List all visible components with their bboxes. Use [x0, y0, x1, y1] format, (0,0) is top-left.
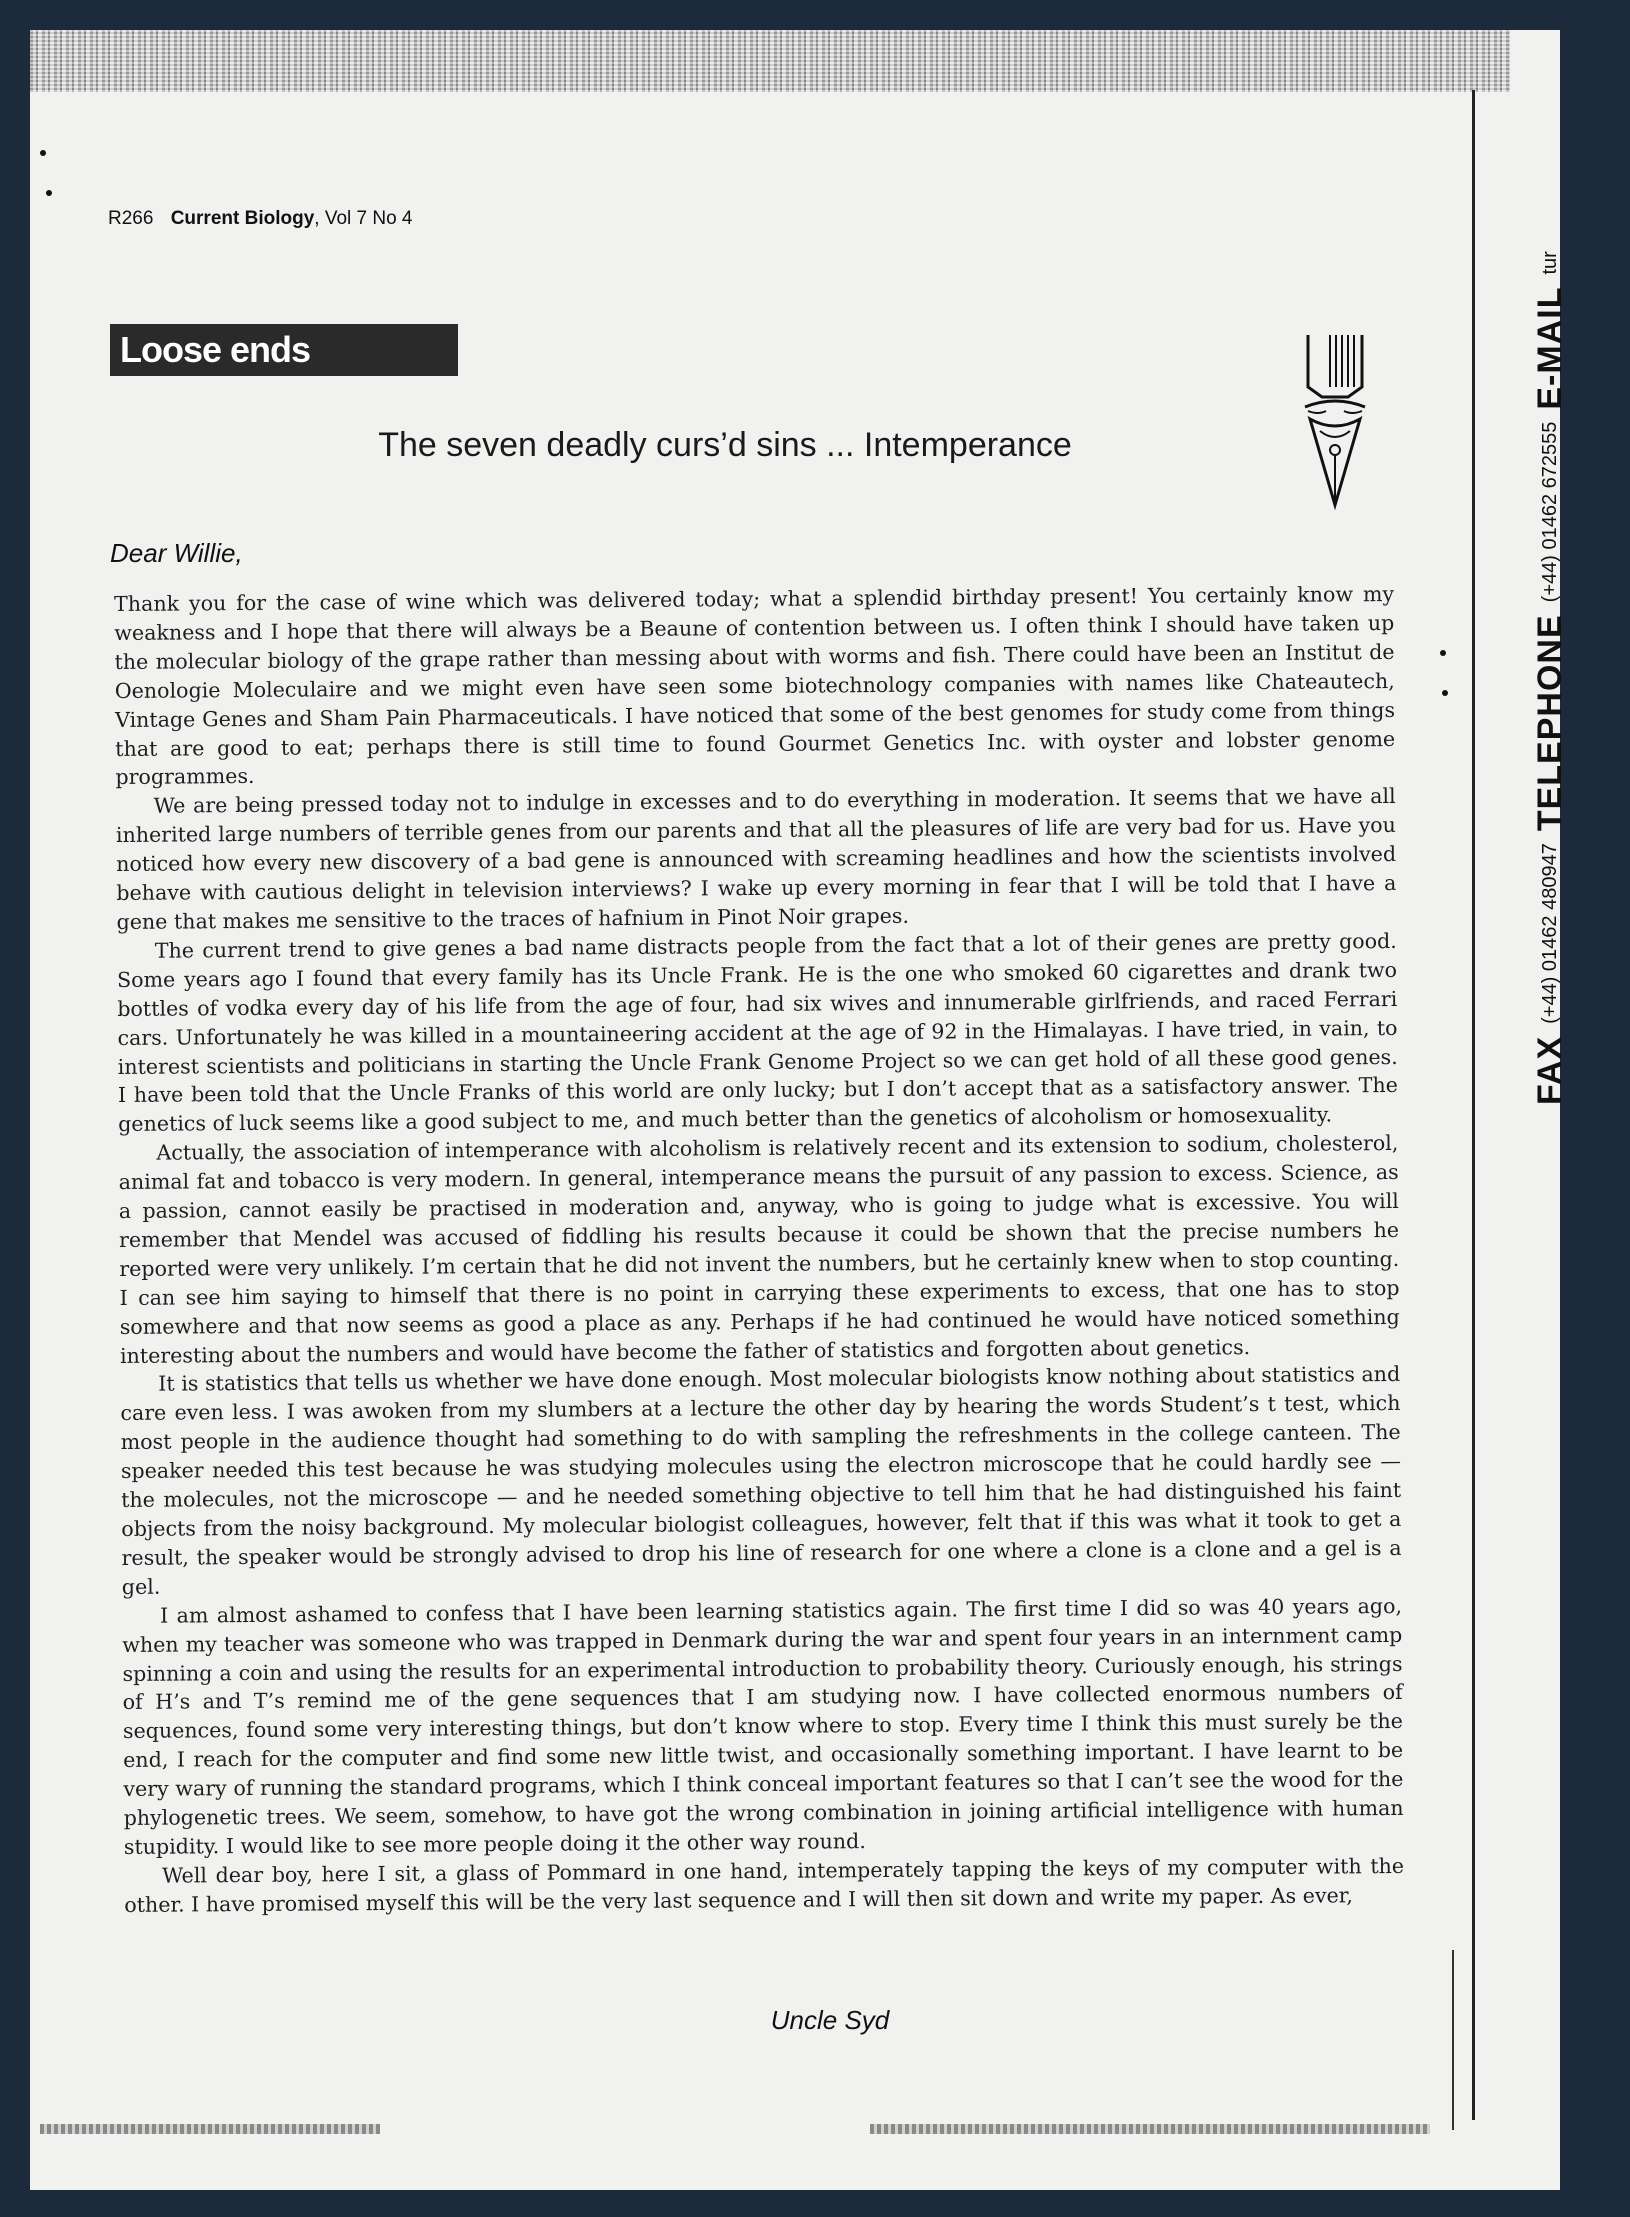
- email-label: E-MAIL: [1530, 286, 1569, 410]
- page-code: R266: [108, 208, 154, 229]
- email-suffix: tur: [1538, 251, 1561, 275]
- fax-margin-rule-lower: [1452, 1950, 1454, 2130]
- letter-paragraph: We are being pressed today not to indulge in excesses and to do everything in moderation. It seems that we have all inherited large numbers of terrible genes from our parents and that all the pleasures of life are very bad for us. Have you noticed how every new discovery of a bad gene is announced with screaming headlines and how the scientists involved behave with cautious delight in television interviews? I wake up every morning in fear that I will be told that I have a gene that makes me sensitive to the traces of hafnium in Pinot Noir grapes.: [115, 784, 1397, 934]
- letter-paragraph: It is statistics that tells us whether we have done enough. Most molecular biologists know nothing about statistics and care even less. I was awoken from my slumbers at a lecture the other day by hearing the words Student’s t test, which most people in the audience thought had something to do with sampling the refreshments in the college canteen. The speaker needed this test because he was studying molecules using the electron microscope that he could hardly see — the molecules, not the microscope — and he needed something objective to tell him that he had distinguished his faint objects from the noisy background. My molecular biologist colleagues, however, felt that if this was what it took to get a result, the speaker would be strongly advised to drop his line of research for one where a clone is a clone and a gel is a gel.: [120, 1362, 1402, 1599]
- fax-margin-rule: [1472, 90, 1475, 2120]
- letter-paragraph: Well dear boy, here I sit, a glass of Pommard in one hand, intemperately tapping the keys of my computer with the other. I have promised myself this will be the very last sequence and I will then sit down and write my paper. As ever,: [124, 1853, 1405, 1917]
- journal-volume: , Vol 7 No 4: [314, 208, 413, 229]
- letter-signature: Uncle Syd: [770, 2005, 890, 2035]
- article-title: The seven deadly curs’d sins ... Intemperance: [378, 426, 1072, 464]
- document-page: [30, 30, 1569, 2190]
- letter-salutation: Dear Willie,: [110, 538, 243, 568]
- scan-speck: [46, 190, 52, 196]
- fax-number: (+44) 01462 480947: [1538, 843, 1561, 1024]
- scan-speck: [1442, 690, 1448, 696]
- fax-noise-bottom-left: [40, 2124, 380, 2134]
- telephone-number: (+44) 01462 672555: [1538, 421, 1561, 603]
- fax-noise-bottom-right: [870, 2124, 1430, 2134]
- fax-contact-strip: [1505, 225, 1595, 1105]
- journal-name: Current Biology: [170, 208, 315, 229]
- section-badge: Loose ends: [110, 324, 458, 376]
- letter-paragraph: Actually, the association of intemperance with alcoholism is relatively recent and its extension to sodium, cholesterol, animal fat and tobacco is very modern. In general, intemperance means the pursuit of any passion to excess. Science, as a passion, cannot easily be practised in moderation and, anyway, who is going to judge what is excessive. You will remember that Mendel was accused of fiddling his results because it could be shown that the precise numbers he reported were very unlikely. I’m certain that he did not invent the numbers, but he certainly knew when to stop counting. I can see him saying to himself that there is no point in carrying these experiments to excess, that one has to stop somewhere and that now seems as good a place as any. Perhaps if he had continued he would have noticed something interesting about the numbers and would have become the father of statistics and forgotten about genetics.: [118, 1131, 1400, 1368]
- letter-paragraph: I am almost ashamed to confess that I have been learning statistics again. The first time I did so was 40 years ago, when my teacher was someone who was trapped in Denmark during the war and spent four years in an internment camp spinning a coin and using the results for an experimental introduction to probability theory. Curiously enough, his strings of H’s and T’s remind me of the gene sequences that I am studying now. I have collected enormous numbers of sequences, found some very interesting things, but don’t know where to stop. Every time I think this must surely be the end, I reach for the computer and find some new little twist, and occasionally something important. I have learnt to be very wary of running the standard programs, which I think conceal important features so that I can’t see the wood for the phylogenetic trees. We seem, somehow, to have got the wrong combination in joining artificial intelligence with human stupidity. I would like to see more people doing it the other way round.: [122, 1593, 1404, 1859]
- letter-paragraph: Thank you for the case of wine which was delivered today; what a splendid birthday present! You certainly know my weakness and I hope that there will always be a Beaune of contention between us. I often think I should have taken up the molecular biology of the grape rather than messing about with worms and fish. There could have been an Institut de Oenologie Moleculaire and we might even have seen some biotechnology companies with names like Chateautech, Vintage Genes and Sham Pain Pharmaceuticals. I have noticed that some of the best genomes for study come from things that are good to eat; perhaps there is still time to found Gourmet Genetics Inc. with oyster and lobster genome programmes.: [114, 581, 1396, 790]
- fountain-pen-icon: [1290, 315, 1380, 510]
- scan-speck: [40, 150, 46, 156]
- letter-paragraph: The current trend to give genes a bad name distracts people from the fact that a lot of their genes are pretty good. Some years ago I found that every family has its Uncle Frank. He is the one who smoked 60 cigarettes and drank two bottles of vodka every day of his life from the age of four, had six wives and innumerable girlfriends, and raced Ferrari cars. Unfortunately he was killed in a mountaineering accident at the age of 92 in the Himalayas. I have tried, in vain, to interest scientists and politicians in starting the Uncle Frank Genome Project so we can get hold of all these good genes. I have been told that the Uncle Franks of this world are only lucky; but I don’t accept that as a satisfactory answer. The genetics of luck seems like a good subject to me, and much better than the genetics of alcoholism or homosexuality.: [116, 928, 1399, 1137]
- telephone-label: TELEPHONE: [1530, 614, 1569, 832]
- fax-noise-top: [30, 30, 1510, 92]
- fax-label: FAX: [1530, 1035, 1569, 1105]
- journal-header: [108, 208, 413, 230]
- scan-speck: [1440, 650, 1446, 656]
- letter-body: [114, 580, 1404, 1920]
